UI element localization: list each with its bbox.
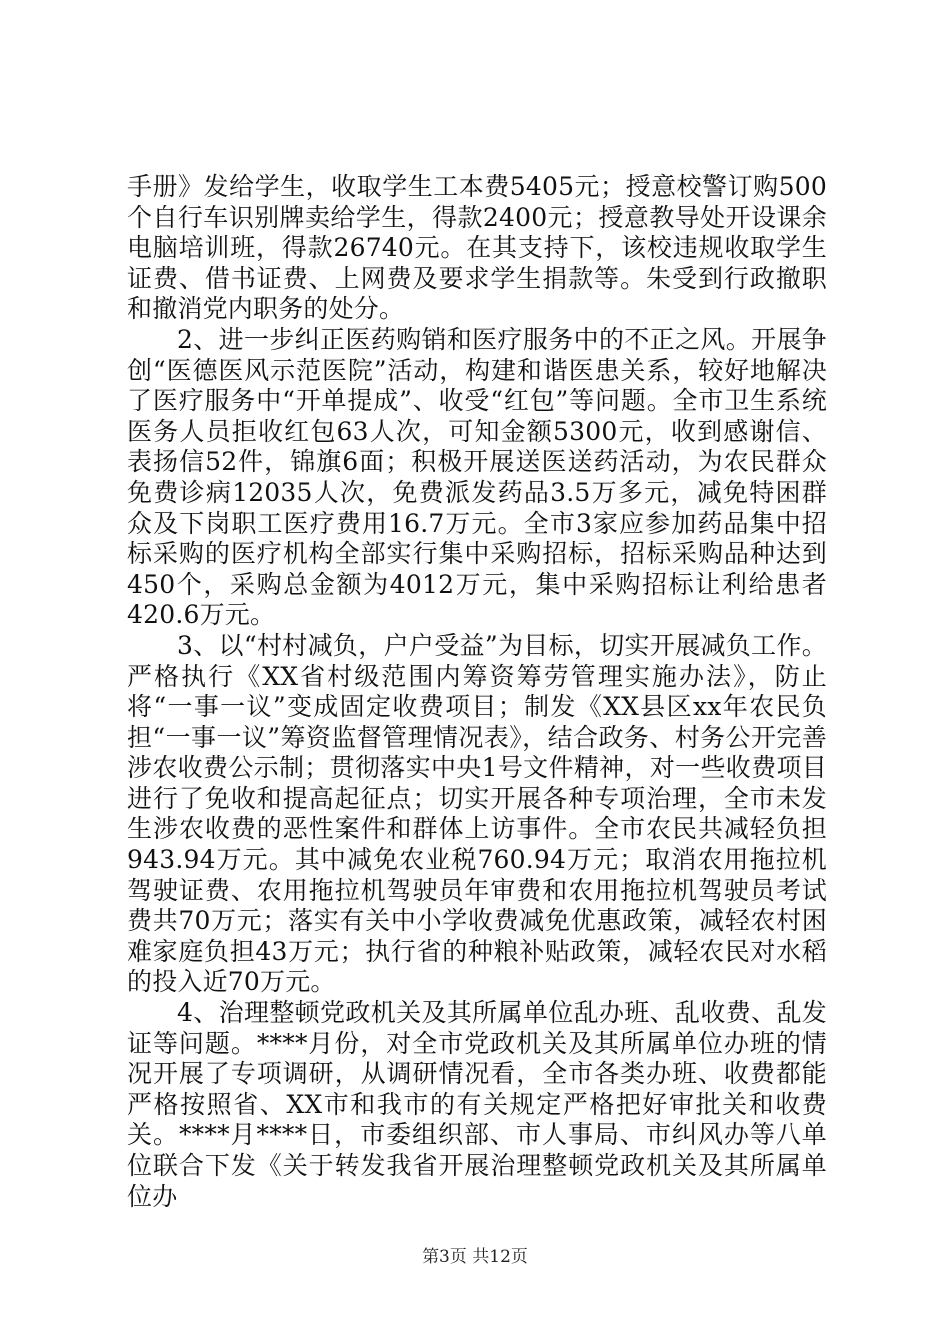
paragraph-continuation: 手册》发给学生，收取学生工本费5405元；授意校警订购500个自行车识别牌卖给学生，得款2400元；授意教导处开设课余电脑培训班，得款26740元。在其支持下，该校违规收取学生证费、借书证费、上网费及要求学生捐款等。朱受到行政撤职和撤消党内职务的处分。 [127, 172, 827, 324]
paragraph-item-4: 4、治理整顿党政机关及其所属单位乱办班、乱收费、乱发证等问题。****月份，对全市党政机关及其所属单位办班的情况开展了专项调研，从调研情况看，全市各类办班、收费都能严格按照省、XX市和我市的有关规定严格把好审批关和收费关。****月****日，市委组织部、市人事局、市纠风办等八单位联合下发《关于转发我省开展治理整顿党政机关及其所属单位办 [127, 998, 827, 1211]
paragraph-item-3: 3、以“村村减负，户户受益”为目标，切实开展减负工作。严格执行《XX省村级范围内筹资筹劳管理实施办法》，防止将“一事一议”变成固定收费项目；制发《XX县区xx年农民负担“一事一议”筹资监督管理情况表》，结合政务、村务公开完善涉农收费公示制；贯彻落实中央1号文件精神，对一些收费项目进行了免收和提高起征点；切实开展各种专项治理，全市未发生涉农收费的恶性案件和群体上访事件。全市农民共减轻负担943.94万元。其中减免农业税760.94万元；取消农用拖拉机驾驶证费、农用拖拉机驾驶员年审费和农用拖拉机驾驶员考试费共70万元；落实有关中小学收费减免优惠政策，减轻农村困难家庭负担43万元；执行省的种粮补贴政策，减轻农民对水稻的投入近70万元。 [127, 630, 827, 997]
paragraph-item-2: 2、进一步纠正医药购销和医疗服务中的不正之风。开展争创“医德医风示范医院”活动，构建和谐医患关系，较好地解决了医疗服务中“开单提成”、收受“红包”等问题。全市卫生系统医务人员拒收红包63人次，可知金额5300元，收到感谢信、表扬信52件，锦旗6面；积极开展送医送药活动，为农民群众免费诊病12035人次，免费派发药品3.5万多元，减免特困群众及下岗职工医疗费用16.7万元。全市3家应参加药品集中招标采购的医疗机构全部实行集中采购招标，招标采购品种达到450个，采购总金额为4012万元，集中采购招标让利给患者420.6万元。 [127, 324, 827, 630]
page-footer: 第3页 共12页 [422, 1247, 528, 1267]
document-body [127, 172, 827, 1212]
